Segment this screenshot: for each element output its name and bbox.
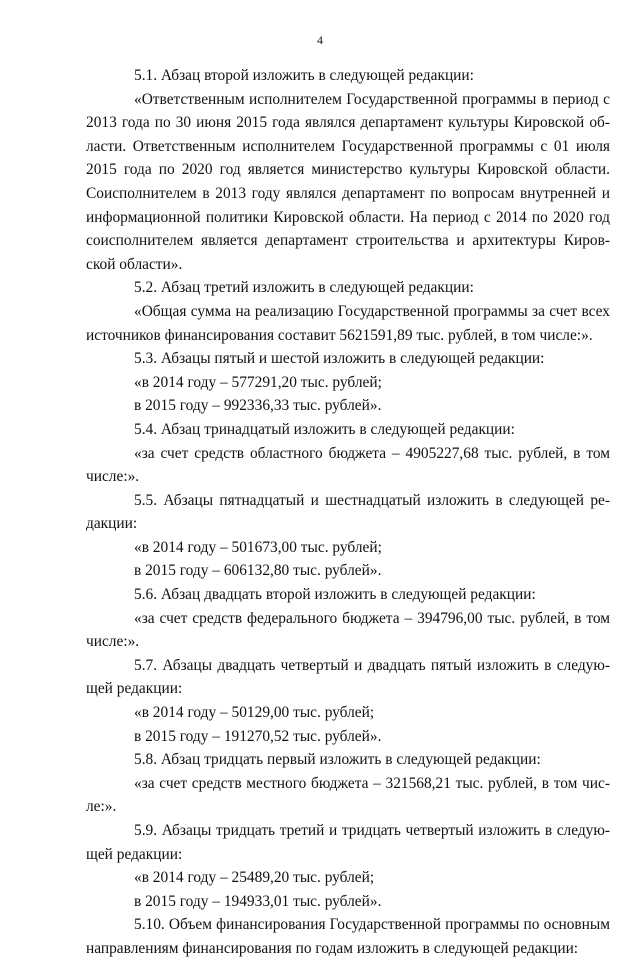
text-line: дакции: (86, 515, 138, 533)
text-line: числе:». (86, 633, 140, 651)
text-line: 5.9. Абзацы тридцать третий и тридцать четвертый изложить в следую- (134, 822, 610, 839)
text-line: 5.8. Абзац тридцать первый изложить в следующей редакции: (134, 751, 541, 769)
text-line: «за счет средств федерального бюджета – 394796,00 тыс. рублей, в том (134, 609, 610, 627)
text-line: 5.1. Абзац второй изложить в следующей редакции: (134, 67, 474, 84)
text-line: 2013 года по 30 июня 2015 года являлся департамент культуры Кировской об- (86, 114, 610, 132)
text-line: в 2015 году – 606132,80 тыс. рублей». (134, 562, 382, 580)
text-line: 5.4. Абзац тринадцатый изложить в следующей редакции: (134, 420, 515, 438)
text-line: направлениям финансирования по годам изложить в следующей редакции: (86, 939, 579, 957)
text-line: «в 2014 году – 577291,20 тыс. рублей; (134, 373, 382, 391)
text-line: «за счет средств местного бюджета – 321568,21 тыс. рублей, в том чис- (134, 774, 610, 792)
text-line: «в 2014 году – 25489,20 тыс. рублей; (134, 869, 375, 887)
text-line: «Общая сумма на реализацию Государственной программы за счет всех (134, 302, 610, 320)
text-line: 5.7. Абзацы двадцать четвертый и двадцать пятый изложить в следую- (134, 656, 610, 674)
text-line: информационной политики Кировской области. На период с 2014 по 2020 год (86, 208, 610, 226)
text-line: 2015 года по 2020 год является министерство культуры Кировской области. (86, 161, 610, 179)
text-line: «в 2014 году – 50129,00 тыс. рублей; (134, 704, 375, 722)
text-line: 5.3. Абзацы пятый и шестой изложить в следующей редакции: (134, 350, 545, 368)
text-line: Соисполнителем в 2013 году являлся департамент по вопросам внутренней и (86, 184, 610, 202)
text-line: 5.10. Объем финансирования Государственной программы по основным (134, 916, 610, 934)
text-line: щей редакции: (86, 845, 183, 863)
text-line: источников финансирования составит 5621591,89 тыс. рублей, в том числе:». (86, 326, 593, 344)
text-line: 5.6. Абзац двадцать второй изложить в следующей редакции: (134, 586, 536, 604)
text-line: в 2015 году – 194933,01 тыс. рублей». (134, 892, 382, 910)
text-line: числе:». (86, 468, 140, 486)
text-line: в 2015 году – 992336,33 тыс. рублей». (134, 397, 382, 415)
text-line: в 2015 году – 191270,52 тыс. рублей». (134, 727, 382, 745)
text-line: 5.5. Абзацы пятнадцатый и шестнадцатый изложить в следующей ре- (134, 491, 610, 509)
text-line: соисполнителем является департамент строительства и архитектуры Киров- (86, 232, 610, 250)
text-line: «за счет средств областного бюджета – 4905227,68 тыс. рублей, в том (134, 444, 610, 462)
text-line: «в 2014 году – 501673,00 тыс. рублей; (134, 538, 382, 556)
document-body (86, 64, 610, 961)
page-number: 4 (317, 33, 323, 47)
text-line: «Ответственным исполнителем Государственной программы в период с (134, 90, 610, 108)
text-line: щей редакции: (86, 680, 183, 698)
text-line: ласти. Ответственным исполнителем Государственной программы с 01 июля (86, 137, 610, 155)
text-line: 5.2. Абзац третий изложить в следующей редакции: (134, 279, 474, 297)
text-line: ской области». (86, 255, 183, 273)
text-line: ле:». (86, 798, 117, 816)
